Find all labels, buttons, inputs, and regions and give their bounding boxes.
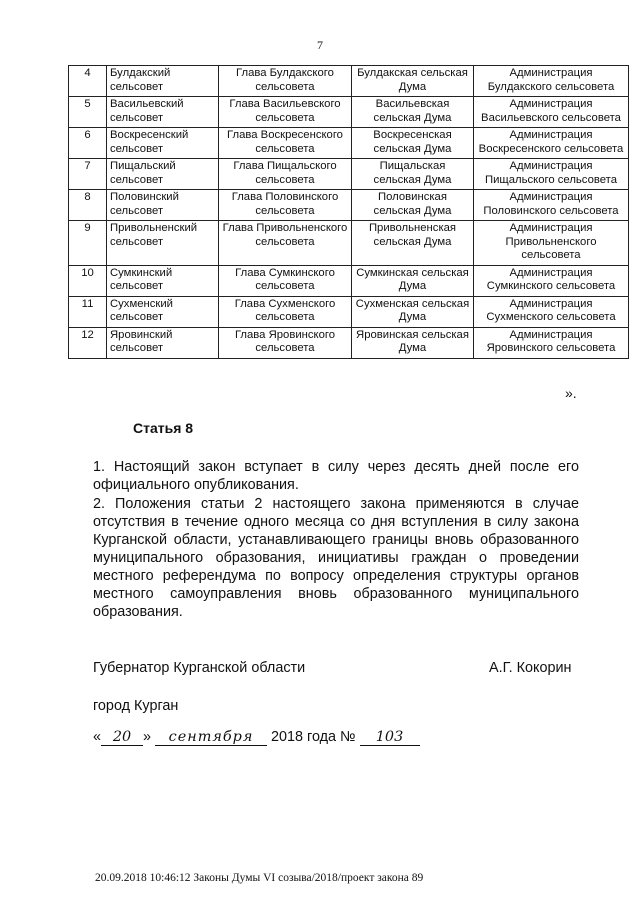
administration-name-cell: Администрация Сумкинского сельсовета bbox=[474, 265, 629, 296]
head-title-cell: Глава Половинского сельсовета bbox=[219, 190, 352, 221]
head-title-cell: Глава Пищальского сельсовета bbox=[219, 159, 352, 190]
row-number-cell: 4 bbox=[69, 66, 107, 97]
table-row bbox=[69, 128, 629, 159]
head-title-cell: Глава Яровинского сельсовета bbox=[219, 327, 352, 358]
duma-name-cell: Воскресенская сельская Дума bbox=[352, 128, 474, 159]
settlement-name-cell: Воскресенский сельсовет bbox=[107, 128, 219, 159]
table-row bbox=[69, 327, 629, 358]
table-row bbox=[69, 221, 629, 266]
settlement-name-cell: Сухменский сельсовет bbox=[107, 296, 219, 327]
duma-name-cell: Сумкинская сельская Дума bbox=[352, 265, 474, 296]
administration-name-cell: Администрация Васильевского сельсовета bbox=[474, 97, 629, 128]
closing-quote: ». bbox=[565, 385, 577, 401]
administration-name-cell: Администрация Воскресенского сельсовета bbox=[474, 128, 629, 159]
article-paragraph-1: 1. Настоящий закон вступает в силу через десять дней после его официального опубликования. bbox=[93, 459, 579, 493]
settlement-name-cell: Половинский сельсовет bbox=[107, 190, 219, 221]
duma-name-cell: Привольненская сельская Дума bbox=[352, 221, 474, 266]
row-number-cell: 9 bbox=[69, 221, 107, 266]
settlement-name-cell: Сумкинский сельсовет bbox=[107, 265, 219, 296]
table-body bbox=[69, 66, 629, 359]
date-close-quote: » bbox=[143, 729, 152, 745]
head-title-cell: Глава Булдакского сельсовета bbox=[219, 66, 352, 97]
row-number-cell: 6 bbox=[69, 128, 107, 159]
footer-file-stamp: 20.09.2018 10:46:12 Законы Думы VI созыва/2018/проект закона 89 bbox=[95, 872, 424, 884]
signatory-name: А.Г. Кокорин bbox=[489, 660, 572, 676]
row-number-cell: 10 bbox=[69, 265, 107, 296]
row-number-cell: 11 bbox=[69, 296, 107, 327]
settlement-name-cell: Булдакский сельсовет bbox=[107, 66, 219, 97]
date-open-quote: « bbox=[93, 729, 102, 745]
date-line bbox=[93, 729, 420, 746]
date-day-handwritten: 20 bbox=[101, 729, 143, 746]
signatory-position: Губернатор Курганской области bbox=[93, 660, 306, 676]
settlement-name-cell: Пищальский сельсовет bbox=[107, 159, 219, 190]
date-month-handwritten: сентября bbox=[155, 729, 267, 746]
administration-name-cell: Администрация Булдакского сельсовета bbox=[474, 66, 629, 97]
table-row bbox=[69, 159, 629, 190]
administration-name-cell: Администрация Половинского сельсовета bbox=[474, 190, 629, 221]
administration-name-cell: Администрация Привольненского сельсовета bbox=[474, 221, 629, 266]
table-row bbox=[69, 265, 629, 296]
settlement-name-cell: Яровинский сельсовет bbox=[107, 327, 219, 358]
article-title: Статья 8 bbox=[133, 420, 194, 436]
duma-name-cell: Яровинская сельская Дума bbox=[352, 327, 474, 358]
head-title-cell: Глава Сумкинского сельсовета bbox=[219, 265, 352, 296]
table-row bbox=[69, 97, 629, 128]
head-title-cell: Глава Васильевского сельсовета bbox=[219, 97, 352, 128]
row-number-cell: 7 bbox=[69, 159, 107, 190]
law-number-handwritten: 103 bbox=[360, 729, 420, 746]
settlement-name-cell: Привольненский сельсовет bbox=[107, 221, 219, 266]
page-number: 7 bbox=[317, 38, 323, 52]
duma-name-cell: Пищальская сельская Дума bbox=[352, 159, 474, 190]
duma-name-cell: Сухменская сельская Дума bbox=[352, 296, 474, 327]
settlement-name-cell: Васильевский сельсовет bbox=[107, 97, 219, 128]
head-title-cell: Глава Привольненского сельсовета bbox=[219, 221, 352, 266]
table-row bbox=[69, 66, 629, 97]
head-title-cell: Глава Воскресенского сельсовета bbox=[219, 128, 352, 159]
row-number-cell: 12 bbox=[69, 327, 107, 358]
row-number-cell: 5 bbox=[69, 97, 107, 128]
table-row bbox=[69, 296, 629, 327]
row-number-cell: 8 bbox=[69, 190, 107, 221]
city: город Курган bbox=[93, 698, 179, 714]
municipal-bodies-table bbox=[68, 65, 629, 359]
administration-name-cell: Администрация Яровинского сельсовета bbox=[474, 327, 629, 358]
duma-name-cell: Булдакская сельская Дума bbox=[352, 66, 474, 97]
table-row bbox=[69, 190, 629, 221]
duma-name-cell: Половинская сельская Дума bbox=[352, 190, 474, 221]
head-title-cell: Глава Сухменского сельсовета bbox=[219, 296, 352, 327]
article-paragraph-2: 2. Положения статьи 2 настоящего закона применяются в случае отсутствия в течение одного месяца со дня вступления в силу закона Курганской области, устанавливающего границы вновь образованного муниципального образования, инициативы граждан о проведении местного референдума по вопросу определения структуры органов местного самоуправления вновь образованного муниципального образования. bbox=[93, 496, 579, 620]
date-year-text: 2018 года № bbox=[271, 729, 356, 745]
administration-name-cell: Администрация Пищальского сельсовета bbox=[474, 159, 629, 190]
administration-name-cell: Администрация Сухменского сельсовета bbox=[474, 296, 629, 327]
duma-name-cell: Васильевская сельская Дума bbox=[352, 97, 474, 128]
